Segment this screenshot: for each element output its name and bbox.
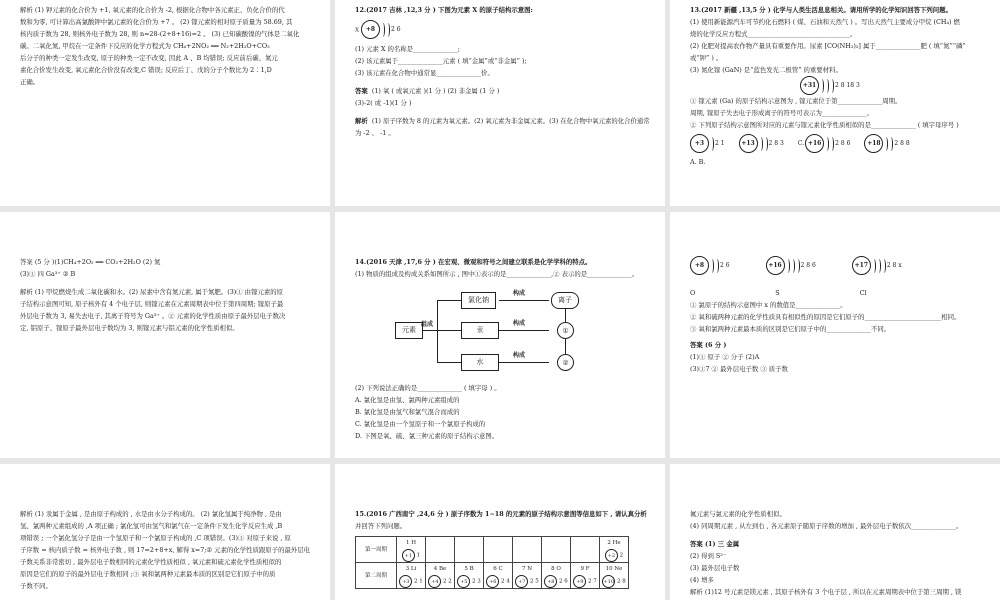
panel-answer-15 xyxy=(670,464,1000,600)
element-box: 元素 xyxy=(395,322,423,339)
answer-line: (3)①7 ② 最外层电子数 ③ 质子数 xyxy=(690,365,788,373)
text-line: 数和为零, 可计算出高氯酸钾中氯元素的化合价为 +7 。 (2) 镓元素的相对原子质量为 58.69, 其 xyxy=(20,18,293,26)
explanation-line: 解析 (1)12 号元素是镁元素 , 其原子核外有 3 个电子层 , 所以在元素周期表中位于第三周期 , 镁 xyxy=(690,588,962,596)
question-line: (3) 氮化镓 (GaN) 是“蓝色发光二极管” 的重要材料。 xyxy=(690,66,842,74)
table-cell: 8 O +8 2 6 xyxy=(542,563,571,589)
explanation-line: 子结构示意图可知, 原子核外有 4 个电子层, 则镓元素在元素周期表中位于第四周期; 镓原子最 xyxy=(20,300,284,308)
answer-line: 答案 (1) 三 金属 xyxy=(690,540,740,548)
table-cell: 9 F +9 2 7 xyxy=(571,563,600,589)
atom-choice-b: +13 2 8 3 xyxy=(739,134,784,153)
choice-labels: A. B. xyxy=(690,158,706,166)
explanation-label: 解析 xyxy=(355,117,368,125)
question-line: 周期, 镓原子失去电子形成离子的符号可表示为______________。 xyxy=(690,109,873,117)
atom-diagram-x xyxy=(355,20,655,39)
table-cell: 4 Be +4 2 2 xyxy=(426,563,455,589)
text-line: 核内质子数为 28, 则核外电子数为 28, 则 n=28-(2+8+16)=2 。 (3) 已知碳酸镍的气体是二氧化 xyxy=(20,30,300,38)
panel-question-15 xyxy=(335,464,665,600)
question-line: (1) 元素 X 的名称是______________; xyxy=(355,45,460,53)
constitute-label: 构成 xyxy=(513,290,526,297)
explanation-line: 外层电子数为 3, 易失去电子, 其离子符号为 Ga³⁺ 。② 元素的化学性质由原子最外层电子数决 xyxy=(20,312,286,320)
atom-name: Cl xyxy=(859,289,867,297)
blank-one: ① xyxy=(557,322,574,339)
answer-line: (1)① 原子 ② 分子 (2)A xyxy=(690,353,760,361)
question-title: 15.(2016 广西南宁 ,24,6 分 ) 原子序数为 1~18 的元素的原子结构示意图等信息如下 , 请认真分析 xyxy=(355,510,647,518)
question-title: 13.(2017 新疆 ,13,5 分 ) 化学与人类生活息息相关。请用所学的化学知识回答下列问题。 xyxy=(690,6,952,14)
panel-explanation-1 xyxy=(0,0,330,206)
question-title: 12.(2017 吉林 ,12,3 分 ) 下图为元素 X 的原子结构示意图: xyxy=(355,6,533,14)
explanation-line: 定, 铝原子、镓原子最外层电子数均为 3, 则镓元素与铝元素的化学性质相似。 xyxy=(20,324,239,332)
blank-two: ② xyxy=(557,354,574,371)
atom-names xyxy=(690,287,990,299)
text-line: 后分子的种类一定发生改变, 原子的种类一定不改变, 因此 A 、B 均错误; 反应前后碳、氮元 xyxy=(20,54,278,62)
text-line: (4) 同周期元素 , 从左到右 , 各元素原子随原子序数的增加 , 最外层电子数依次______________。 xyxy=(690,522,963,530)
answer-label: 答案 (6 分 ) xyxy=(690,341,727,349)
text-line: 氟元素与氯元素的化学性质相似。 xyxy=(690,510,786,518)
periodic-table xyxy=(355,536,629,589)
atom-choice-c: C. +16 2 8 6 xyxy=(798,134,851,153)
compose-label: 组成 xyxy=(421,321,434,328)
text-line: 项错误 ; 一个氯化氢分子是由一个氢原子和一个氯原子构成的 ,C 项错误。(3)① 对原子来说 , 原 xyxy=(20,534,291,542)
option-c: C. 氯化氢是由一个氢原子和一个氯原子构成的 xyxy=(355,420,486,428)
atom-label: X xyxy=(355,27,359,34)
answer-line: (3)① 四 Ga³⁺ ② B xyxy=(20,270,76,278)
atom-name: S xyxy=(775,289,780,297)
question-line: (3) 该元素在化合物中通常显______________价。 xyxy=(355,69,494,77)
answer-line: (4) 增多 xyxy=(690,576,714,584)
panel-question-14 xyxy=(335,212,665,458)
atom-chlorine: +17 2 8 x xyxy=(852,256,902,275)
answer-line: (3)-2( 或 -1)(1 分 ) xyxy=(355,99,412,107)
panel-answer-13 xyxy=(0,212,330,458)
text-line: 子序数 = 核内质子数 = 核外电子数 , 则 17=2+8+x, 解得 x=7;② 元素的化学性质跟原子的最外层电 xyxy=(20,546,311,554)
choice-atoms xyxy=(690,134,990,153)
text-line: 原因是它们的原子的最外层电子数相同 ;③ 氧和氯两种元素最本质的区别是它们原子中的质 xyxy=(20,570,276,578)
sodium-chloride-box: 氯化钠 xyxy=(461,292,496,309)
answer-line: 答案 (5 分 )(1)CH₄+2O₂ ══ CO₂+2H₂O (2) 氮 xyxy=(20,258,161,266)
question-line: (2) 化肥对提高农作物产量具有重要作用。尿素 [CO(NH₂)₂] 属于______________肥 ( 填“氮”“磷” xyxy=(690,42,966,50)
panel-question-12 xyxy=(335,0,665,206)
question-line: ② 下列原子结构示意图所对应的元素与镓元素化学性质相似的是______________ ( 填字母序号 ) xyxy=(690,121,959,129)
period-label: 第一周期 xyxy=(356,537,397,563)
table-cell: 1 H +1 1 xyxy=(397,537,426,563)
constitute-label: 构成 xyxy=(513,320,526,327)
answer-line: (2) 得到 S²⁻ xyxy=(690,552,727,560)
question-line: ① 镓元素 (Ga) 的原子结构示意图为 , 镓元素位于第______________周期。 xyxy=(690,97,902,105)
question-line: 或“钾” ) 。 xyxy=(690,54,723,62)
panel-question-14-cont xyxy=(670,212,1000,458)
electron-shells: 2 8 18 3 xyxy=(835,81,860,89)
atom-choice-d: +18 2 8 8 xyxy=(864,134,909,153)
text-line: 氢、氯两种元素组成的 ,A 项正确 ; 氯化氢可由氢气和氯气在一定条件下发生化学反应生成 ,B xyxy=(20,522,283,530)
atom-choice-a: +3 2 1 xyxy=(690,134,725,153)
table-cell: 6 C +6 2 4 xyxy=(484,563,513,589)
question-line: 烧的化学反应方程式________________________________。 xyxy=(690,30,857,38)
table-row xyxy=(356,563,629,589)
panel-question-13 xyxy=(670,0,1000,206)
question-line: ① 氯原子的结构示意图中 x 的数值是______________。 xyxy=(690,301,847,309)
text-line: 子数关系非常密切 , 最外层电子数相同的元素化学性质相似 , 氧元素和硫元素化学性质相似的 xyxy=(20,558,282,566)
text-line: 正确。 xyxy=(20,78,40,86)
period-label: 第二周期 xyxy=(356,563,397,589)
mercury-box: 汞 xyxy=(461,322,499,339)
question-line: ③ 氧和氯两种元素最本质的区别是它们原子中的______________不同。 xyxy=(690,325,891,333)
answer-line: (3) 最外层电子数 xyxy=(690,564,740,572)
atom-diagram-ga xyxy=(800,76,990,95)
nucleus: +31 xyxy=(800,76,819,95)
option-a: A. 氯化氢是由氢、氯两种元素组成的 xyxy=(355,396,460,404)
constitute-label: 构成 xyxy=(513,352,526,359)
table-cell: 5 B +5 2 3 xyxy=(455,563,484,589)
answer-label: 答案 xyxy=(355,87,368,95)
question-title: 14.(2016 天津 ,17,6 分 ) 在宏观、微观和符号之间建立联系是化学学科的特点。 xyxy=(355,258,592,266)
question-title: 并回答下列问题。 xyxy=(355,522,407,530)
composition-diagram xyxy=(395,286,635,376)
text-line: 素化合价发生改变, 氧元素化合价没有改变,C 错误; 反应后丁、戊的分子个数比为 2∶1,D xyxy=(20,66,272,74)
atom-name: O xyxy=(690,289,696,297)
option-b: B. 氯化氢是由氢气和氯气混合而成的 xyxy=(355,408,460,416)
text-line: 解析 (1) 汞属于金属 , 是由原子构成的 , 水是由水分子构成的。 (2) 氯化氢属于纯净物 , 是由 xyxy=(20,510,282,518)
option-d: D. 下图是氧、硫、氯三种元素的原子结构示意图。 xyxy=(355,432,499,440)
question-line: (1) 物质的组成及构成关系如图所示 , 图中①表示的是______________,② 表示的是______________。 xyxy=(355,270,639,278)
atom-sulfur: +16 2 8 6 xyxy=(766,256,816,275)
question-line: (2) 该元素属于______________元素 ( 填“金属”或“非金属” ); xyxy=(355,57,527,65)
table-row xyxy=(356,537,629,563)
water-box: 水 xyxy=(461,354,499,371)
explanation-line: 解析 (1) 甲烷燃烧生成二氧化碳和水。(2) 尿素中含有氮元素, 属于氮肥。(3)① 由镓元素的原 xyxy=(20,288,284,296)
atom-oxygen: +8 2 6 xyxy=(690,256,730,275)
ion-box: 离子 xyxy=(551,292,579,309)
question-line: (1) 使用新能源汽车可节约化石燃料 ( 煤、石油和天然气 ) 。写出天然气主要成分甲烷 (CH₄) 燃 xyxy=(690,18,960,26)
explanation-text: (1) 原子序数为 8 的元素为氧元素。(2) 氧元素为非金属元素。(3) 在化合物中氧元素的化合价通常为 -2 、 -1 。 xyxy=(355,117,650,137)
table-cell: 10 Ne +10 2 8 xyxy=(600,563,629,589)
electron-shells: 2 6 xyxy=(390,25,401,33)
table-cell: 7 N +7 2 5 xyxy=(513,563,542,589)
answer-line: (1) 氧 ( 或氧元素 )(1 分 ) (2) 非金属 (1 分 ) xyxy=(371,87,500,95)
question-line: ② 氧和硫两种元素的化学性质具有相似性的原因是它们原子的________________________相同。 xyxy=(690,313,961,321)
nucleus: +8 xyxy=(361,20,380,39)
text-line: 解析 (1) 钾元素的化合价为 +1, 氧元素的化合价为 -2, 根据化合物中各元素正、负化合价的代 xyxy=(20,6,285,14)
table-cell: 2 He +2 2 xyxy=(600,537,629,563)
text-line: 子数不同。 xyxy=(20,582,52,590)
text-line: 碳。二氧化氮, 甲烷在一定条件下反应的化学方程式为 CH₄+2NO₂ ══ N₂+2H₂O+CO₂ xyxy=(20,42,270,50)
atom-diagrams xyxy=(690,256,990,275)
panel-explanation-14 xyxy=(0,464,330,600)
question-line: (2) 下列说法正确的是______________ ( 填字母 ) 。 xyxy=(355,384,501,392)
table-cell: 3 Li +3 2 1 xyxy=(397,563,426,589)
